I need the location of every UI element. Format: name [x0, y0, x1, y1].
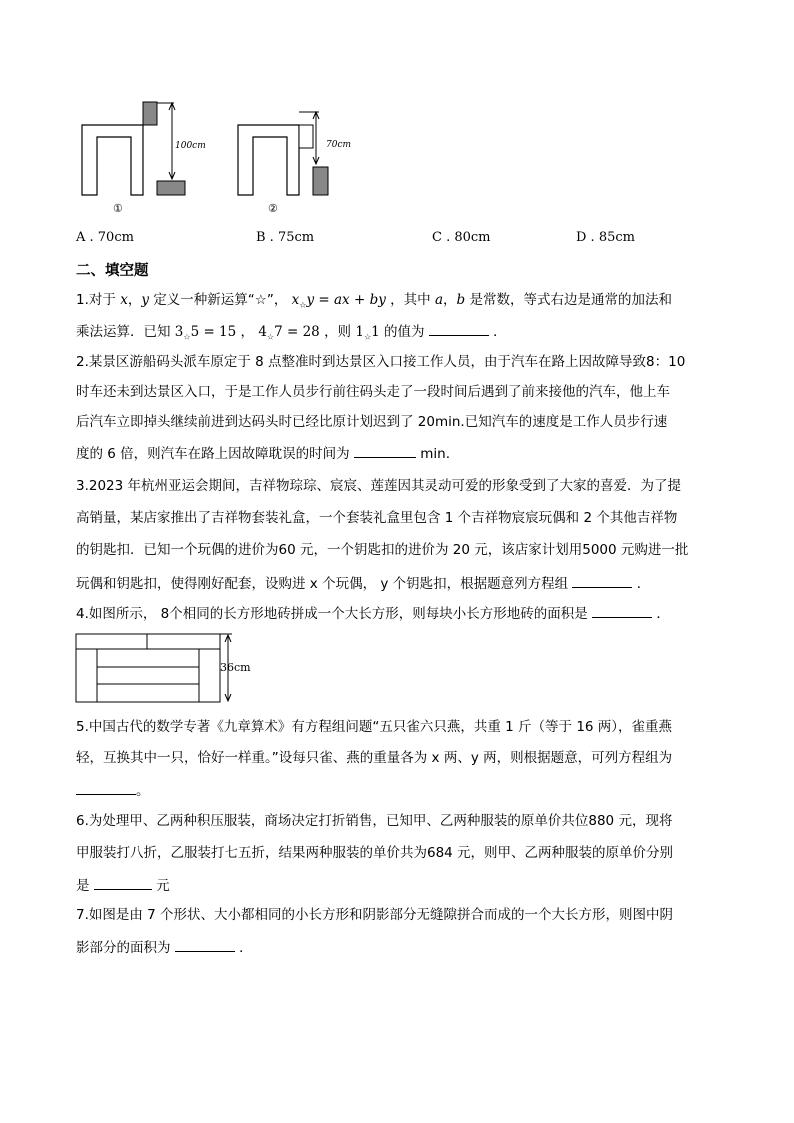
question-4-line-1: 4.如图所示， 8个相同的长方形地砖拼成一个大长方形，则每块小长方形地砖的面积是 ． — [76, 603, 670, 623]
option-b: B . 75cm — [256, 230, 315, 245]
question-2-line-2: 时车还未到达景区入口，于是工作人员步行前往码头走了一段时间后遇到了前来接他的汽车，他上车 — [76, 384, 670, 400]
question-2-line-4: 度的 6 倍，则汽车在路上因故障耽误的时间为 min. — [76, 443, 450, 463]
question-2-line-1: 2.某景区游船码头派车原定于 8 点整准时到达景区入口接工作人员，由于汽车在路上因故障导致8：10 — [76, 354, 686, 370]
option-d: D . 85cm — [576, 230, 635, 245]
figure-2-mark: ② — [268, 202, 278, 215]
tiles-figure — [74, 632, 264, 708]
question-3-line-2: 高销量，某店家推出了吉祥物套装礼盒，一个套装礼盒里包含 1 个吉祥物宸宸玩偶和 2 个其他吉祥物 — [76, 510, 678, 526]
question-7-line-2: 影部分的面积为 ． — [76, 937, 253, 957]
question-5-line-3: 。 — [76, 780, 150, 800]
answer-blank[interactable] — [94, 875, 152, 890]
question-3-line-3: 的钥匙扣．已知一个玩偶的进价为60 元，一个钥匙扣的进价为 20 元，该店家计划用5000 元购进一批 — [76, 542, 689, 558]
answer-blank[interactable] — [572, 573, 632, 588]
answer-blank[interactable] — [592, 603, 652, 618]
section-title: 二、填空题 — [76, 263, 149, 279]
question-6-line-2: 甲服装打八折，乙服装打七五折，结果两种服装的单价共为684 元，则甲、乙两种服装的原单价分别 — [76, 845, 674, 861]
figure-2 — [238, 112, 351, 215]
question-2-line-3: 后汽车立即掉头继续前进到达码头时已经比原计划迟到了 20min.已知汽车的速度是工作人员步行速 — [76, 414, 668, 430]
figure-1-mark: ① — [113, 202, 123, 215]
question-3-line-1: 3.2023 年杭州亚运会期间，吉祥物琮琮、宸宸、莲莲因其灵动可爱的形象受到了大家的喜爱．为了提 — [76, 478, 682, 494]
tiles-height-label: 36cm — [220, 661, 251, 674]
question-3-line-4: 玩偶和钥匙扣，使得刚好配套，设购进 x 个玩偶， y 个钥匙扣，根据题意列方程组 ． — [76, 573, 650, 593]
question-1-line-2: 乘法运算．已知 $3_☆5 = 15$ ， $4_☆7 = 28$ ，则 $1_☆1$ 的值为 ． — [76, 321, 507, 347]
question-5-line-2: 轻，互换其中一只，恰好一样重。”设每只雀、燕的重量各为 x 两、y 两，则根据题意，可列方程组为 — [76, 750, 673, 766]
option-a: A . 70cm — [76, 230, 134, 245]
answer-blank[interactable] — [429, 321, 489, 336]
figure-2-height-label: 70cm — [326, 140, 352, 150]
figure-1 — [82, 102, 206, 215]
figure-1-height-label: 100cm — [175, 141, 206, 151]
answer-blank[interactable] — [354, 443, 416, 458]
question-1-line-1: 1.对于 x，y 定义一种新运算“☆”， $x_☆y$ = ax + by ，其中 a，b 是常数，等式右边是通常的加法和 — [76, 292, 672, 310]
answer-blank[interactable] — [76, 780, 136, 795]
option-c: C . 80cm — [432, 230, 491, 245]
question-5-line-1: 5.中国古代的数学专著《九章算术》有方程组问题“五只雀六只燕，共重 1 斤（等于 16 两），雀重燕 — [76, 719, 673, 735]
question-6-line-3: 是 元 — [76, 875, 170, 895]
answer-blank[interactable] — [175, 937, 235, 952]
table-blocks-figure — [70, 95, 370, 220]
question-6-line-1: 6.为处理甲、乙两种积压服装，商场决定打折销售，已知甲、乙两种服装的原单价共位880 元，现将 — [76, 813, 673, 829]
question-7-line-1: 7.如图是由 7 个形状、大小都相同的小长方形和阴影部分无缝隙拼合而成的一个大长方形，则图中阴 — [76, 907, 674, 923]
